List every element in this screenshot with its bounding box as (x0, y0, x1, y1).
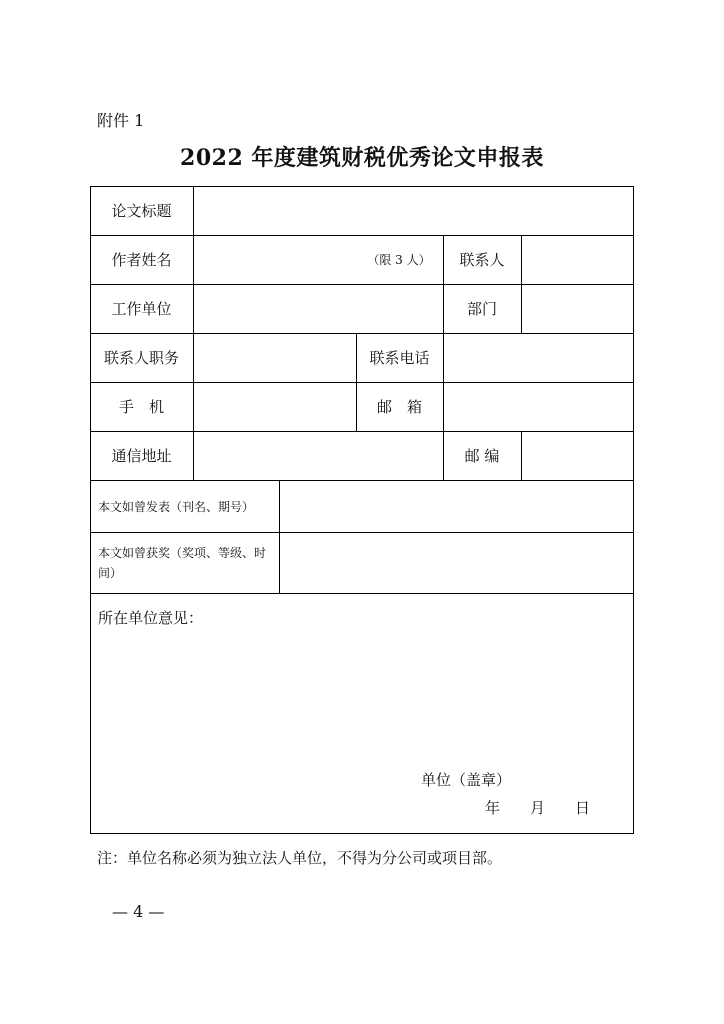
email-field[interactable] (444, 383, 633, 430)
award-label: 本文如曾获奖（奖项、等级、时间） (98, 545, 267, 580)
date-label: 年 月 日 (485, 798, 591, 817)
published-label: 本文如曾发表（刊名、期号） (98, 499, 255, 514)
unit-opinion-label: 所在单位意见： (98, 608, 204, 627)
authors-limit-note: （限 3 人） (367, 253, 431, 267)
table-border-right (633, 186, 634, 834)
postcode-field[interactable] (522, 432, 633, 479)
work-unit-label: 工作单位 (111, 300, 172, 318)
mobile-field[interactable] (194, 383, 356, 430)
row-divider (90, 593, 634, 594)
seal-label: 单位（盖章） (421, 770, 512, 789)
contact-phone-field[interactable] (444, 334, 633, 381)
annex-label: 附件 1 (97, 111, 145, 130)
footnote: 注：单位名称必须为独立法人单位，不得为分公司或项目部。 (97, 849, 503, 867)
unit-opinion-field[interactable] (98, 632, 618, 762)
contact-position-field[interactable] (194, 334, 356, 381)
page-number: — 4 — (112, 902, 165, 921)
contact-position-label: 联系人职务 (103, 349, 179, 367)
contact-person-label: 联系人 (459, 251, 505, 269)
contact-person-field[interactable] (522, 236, 633, 283)
contact-phone-label: 联系电话 (369, 349, 430, 367)
department-label: 部门 (466, 300, 497, 318)
paper-title-field[interactable] (194, 187, 632, 234)
postcode-label: 邮 编 (464, 447, 500, 465)
work-unit-field[interactable] (194, 285, 443, 332)
application-form-table (90, 186, 634, 834)
address-label: 通信地址 (111, 447, 172, 465)
table-border-bottom (90, 833, 634, 834)
published-field[interactable] (280, 481, 633, 531)
address-field[interactable] (194, 432, 443, 479)
paper-title-label: 论文标题 (111, 202, 172, 220)
email-label: 邮 箱 (376, 398, 422, 416)
authors-label: 作者姓名 (111, 251, 172, 269)
department-field[interactable] (522, 285, 633, 332)
mobile-label: 手 机 (118, 398, 164, 416)
page-title: 2022 年度建筑财税优秀论文申报表 (180, 145, 544, 171)
award-field[interactable] (280, 533, 633, 592)
